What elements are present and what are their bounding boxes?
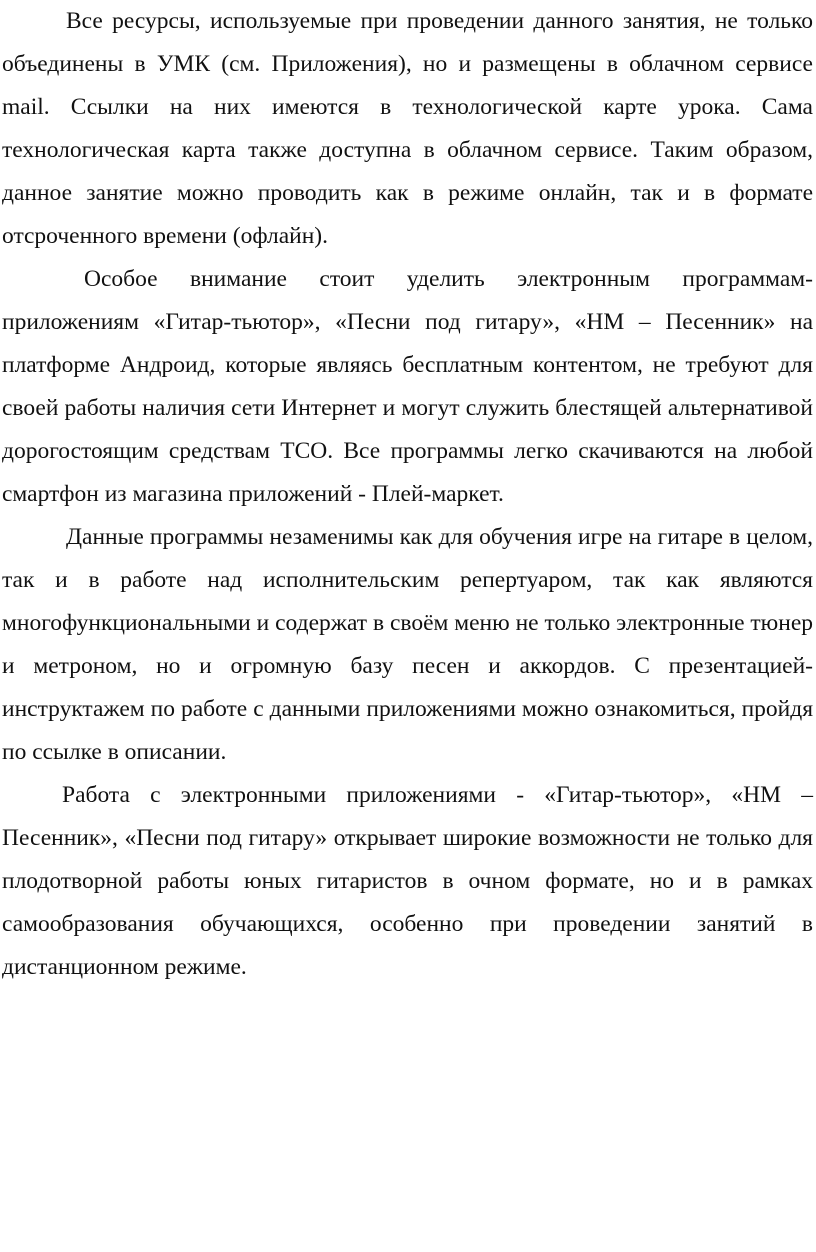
paragraph-resources: Все ресурсы, используемые при проведении данного занятия, не только объединены в УМК (см. Приложения), но и размещены в облачном сервисе mail. Ссылки на них имеются в технологической карте урока. Сама технологическая карта также доступна в облачном сервисе. Таким образом, данное занятие можно проводить как в режиме онлайн, так и в формате отсроченного времени (офлайн). (2, 8, 813, 249)
paragraph-programs: Данные программы незаменимы как для обучения игре на гитаре в целом, так и в работе над исполнительским репертуаром, так как являются многофункциональными и содержат в своём меню не только электронные тюнер и метроном, но и огромную базу песен и аккордов. С презентацией-инструктажем по работе с данными приложениями можно ознакомиться, пройдя по ссылке в описании. (2, 524, 813, 765)
paragraph-apps: Особое внимание стоит уделить электронным программам-приложениям «Гитар-тьютор», «Песни под гитару», «НМ – Песенник» на платформе Андроид, которые являясь бесплатным контентом, не требуют для своей работы наличия сети Интернет и могут служить блестящей альтернативой дорогостоящим средствам ТСО. Все программы легко скачиваются на любой смартфон из магазина приложений - Плей-маркет. (2, 266, 813, 507)
document-body (2, 0, 813, 989)
paragraph-conclusion: Работа с электронными приложениями - «Гитар-тьютор», «НМ – Песенник», «Песни под гитару» открывает широкие возможности не только для плодотворной работы юных гитаристов в очном формате, но и в рамках самообразования обучающихся, особенно при проведении занятий в дистанционном режиме. (2, 782, 813, 980)
